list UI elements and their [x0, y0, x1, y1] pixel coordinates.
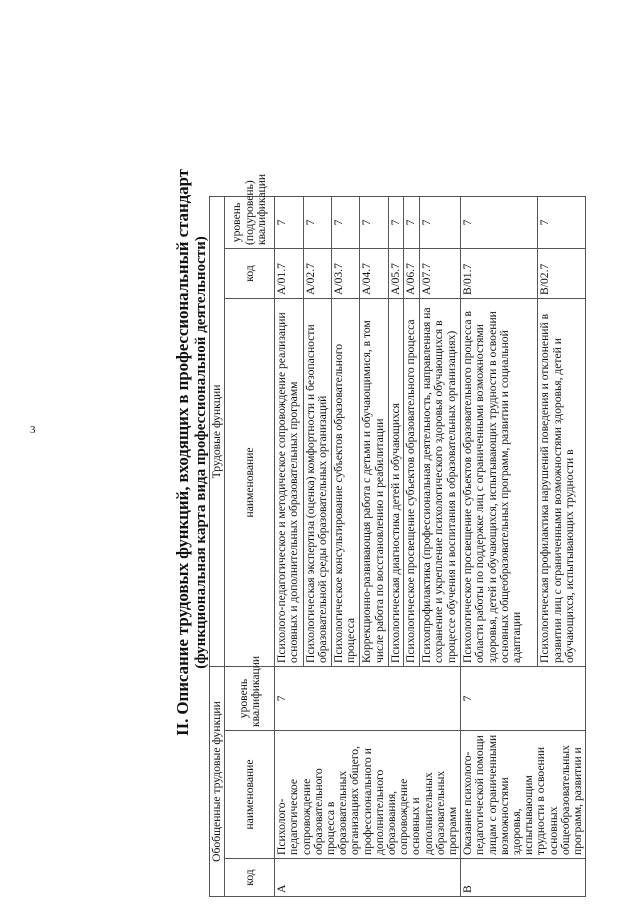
function-level: 7: [461, 196, 538, 248]
function-name: Психологическая диагностика детей и обучающихся: [388, 298, 404, 666]
function-name: Психологическое просвещение субъектов образовательного процесса в области работы по поддержке лиц с ограниченными возможностями здоровья, детей и обучающихся, испытывающих трудности в освоении основных общеобразовательных программ, развитии и социальной адаптации: [461, 298, 538, 666]
group-level: 7: [461, 666, 586, 730]
section-subtitle: (функциональная карта вида профессиональной деятельности): [193, 236, 209, 669]
group-code: B: [461, 859, 586, 897]
function-level: 7: [420, 196, 461, 248]
empty-cell: [210, 2, 275, 196]
group-name: Психолого-педагогическое сопровождение образовательного процесса в образовательных организациях общего, профессионального и дополнительного образования, сопровождение основных и дополнительных образовательных программ: [275, 731, 461, 859]
function-name: Коррекционно-развивающая работа с детьми и обучающимися, в том числе работа по восстановлению и реабилитации: [360, 298, 388, 666]
function-level: 7: [360, 196, 388, 248]
group-code: A: [275, 859, 461, 897]
function-name: Психологическая экспертиза (оценка) комфортности и безопасности образовательной среды образовательных организаций: [303, 298, 331, 666]
function-name: Психологическая профилактика нарушений поведения и отклонений в развитии лиц с ограниченными возможностями здоровья, детей и обучающихся, испытывающих трудности в: [538, 298, 586, 666]
function-code: A/07.7: [420, 248, 461, 298]
function-code: A/05.7: [388, 248, 404, 298]
function-level: 7: [275, 196, 303, 248]
empty-cell: [275, 2, 586, 196]
function-name: Психологическое просвещение субъектов образовательного процесса: [404, 298, 420, 666]
labor-functions-header: Трудовые функции: [210, 196, 225, 666]
function-code: B/01.7: [461, 248, 538, 298]
functional-map-table: [209, 2, 586, 897]
function-code: B/02.7: [538, 248, 586, 298]
name-header: наименование: [225, 731, 275, 859]
function-level: 7: [303, 196, 331, 248]
page-number: 3: [30, 424, 36, 436]
function-code: A/01.7: [275, 248, 303, 298]
function-code: A/04.7: [360, 248, 388, 298]
sublevel-header: уровень (подуровень) квалификации: [225, 196, 275, 248]
function-level: 7: [388, 196, 404, 248]
function-code: A/02.7: [303, 248, 331, 298]
function-level: 7: [404, 196, 420, 248]
function-name: Психологическое консультирование субъектов образовательного процесса: [331, 298, 359, 666]
function-code: A/03.7: [331, 248, 359, 298]
function-name: Психопрофилактика (профессиональная деятельность, направленная на сохранение и укрепление психологического здоровья обучающихся в процессе обучения и воспитания в образовательных организациях): [420, 298, 461, 666]
code-header: код: [225, 859, 275, 897]
generalized-functions-header: Обобщенные трудовые функции: [210, 666, 225, 896]
group-level: 7: [275, 666, 461, 730]
function-name-header: наименование: [225, 298, 275, 666]
group-name: Оказание психолого-педагогической помощи лицам с ограниченными возможностями здоровья, испытывающим трудности в освоении основных общеобразовательных программ, развитии и: [461, 731, 586, 859]
function-level: 7: [538, 196, 586, 248]
function-name: Психолого-педагогическое и методическое сопровождение реализации основных и дополнительных образовательных программ: [275, 298, 303, 666]
function-level: 7: [331, 196, 359, 248]
function-code: A/06.7: [404, 248, 420, 298]
level-header: уровень квалификации: [225, 666, 275, 730]
section-title: II. Описание трудовых функций, входящих в профессиональный стандарт: [173, 169, 192, 736]
function-code-header: код: [225, 248, 275, 298]
